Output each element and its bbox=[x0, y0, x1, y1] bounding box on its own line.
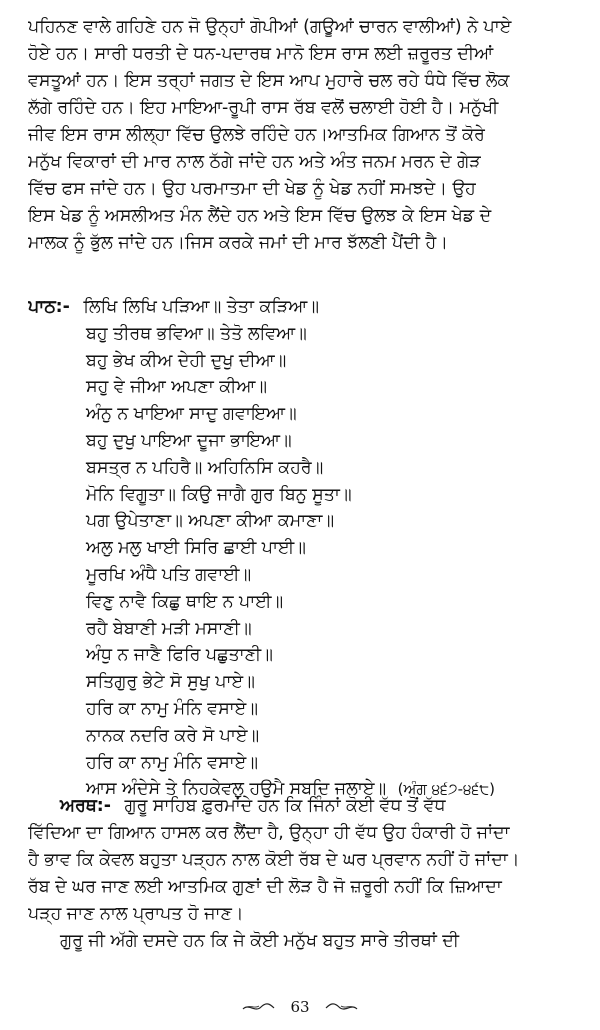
intro-line: ਲੱਗੇ ਰਹਿੰਦੇ ਹਨ। ਇਹ ਮਾਇਆ-ਰੂਪੀ ਰਾਸ ਰੱਬ ਵਲੋਂ ਚਲਾਈ ਹੋਈ ਹੈ। ਮਨੁੱਖੀ bbox=[28, 98, 499, 118]
meaning-text: ਗੁਰੂ ਸਾਹਿਬ ਫ਼ੁਰਮਾਂਦੇ ਹਨ ਕਿ ਜਿੰਨਾਂ ਕੋਈ ਵੱਧ ਤੋਂ ਵੱਧ bbox=[124, 796, 446, 816]
verse-line: ਪਗ ਉਪੇਤਾਣਾ॥ ਅਪਣਾ ਕੀਆ ਕਮਾਣਾ॥ bbox=[86, 511, 335, 532]
scripture-reference: (ਅੰਗ ੪੬੭-੪੬੮) bbox=[397, 780, 496, 799]
verse-line: ਅੰਨੁ ਨ ਖਾਇਆ ਸਾਦੁ ਗਵਾਇਆ॥ bbox=[86, 404, 297, 425]
verse-text: ਲਿਖਿ ਲਿਖਿ ਪੜਿਆ॥ ਤੇਤਾ ਕੜਿਆ॥ bbox=[83, 297, 319, 317]
page-number: 63 bbox=[290, 997, 310, 1016]
verse-line: ਸਤਿਗੁਰੁ ਭੇਟੇ ਸੋ ਸੁਖੁ ਪਾਏ॥ bbox=[86, 672, 255, 693]
intro-line: ਜੀਵ ਇਸ ਰਾਸ ਲੀਲ੍ਹਾ ਵਿੱਚ ਉਲਝੇ ਰਹਿੰਦੇ ਹਨ।ਆਤਮਿਕ ਗਿਆਨ ਤੋਂ ਕੋਰੇ bbox=[28, 125, 485, 145]
meaning-line: ਹੈ ਭਾਵ ਕਿ ਕੇਵਲ ਬਹੁਤਾ ਪੜ੍ਹਨ ਨਾਲ ਕੋਈ ਰੱਬ ਦੇ ਘਰ ਪ੍ਰਵਾਨ ਨਹੀਂ ਹੋ ਜਾਂਦਾ। bbox=[28, 850, 520, 870]
left-flourish-icon bbox=[241, 1001, 275, 1013]
right-flourish-icon bbox=[325, 1001, 359, 1013]
verse-line: ਹਰਿ ਕਾ ਨਾਮੁ ਮੰਨਿ ਵਸਾਏ॥ bbox=[86, 752, 258, 773]
verse-line: ਮੋਨਿ ਵਿਗੂਤਾ॥ ਕਿਉ ਜਾਗੈ ਗੁਰ ਬਿਨੁ ਸੂਤਾ॥ bbox=[86, 484, 352, 505]
path-label: ਪਾਠ:- bbox=[28, 297, 70, 317]
verse-line: ਵਿਣੁ ਨਾਵੈ ਕਿਛੁ ਥਾਇ ਨ ਪਾਈ॥ bbox=[86, 591, 284, 612]
verse-line: ਅੰਧੁ ਨ ਜਾਣੈ ਫਿਰਿ ਪਛੁਤਾਣੀ॥ bbox=[86, 645, 273, 666]
verse-line: ਰਹੈ ਬੇਬਾਣੀ ਮੜੀ ਮਸਾਣੀ॥ bbox=[86, 618, 252, 639]
intro-line: ਹੋਏ ਹਨ। ਸਾਰੀ ਧਰਤੀ ਦੇ ਧਨ-ਪਦਾਰਥ ਮਾਨੋ ਇਸ ਰਾਸ ਲਈ ਜ਼ਰੂਰਤ ਦੀਆਂ bbox=[28, 44, 494, 64]
intro-line: ਮਾਲਕ ਨੂੰ ਭੁੱਲ ਜਾਂਦੇ ਹਨ।ਜਿਸ ਕਰਕੇ ਜਮਾਂ ਦੀ ਮਾਰ ਝੱਲਣੀ ਪੈਂਦੀ ਹੈ। bbox=[28, 233, 448, 253]
verse-line: ਬਸਤ੍ਰ ਨ ਪਹਿਰੈ॥ ਅਹਿਨਿਸਿ ਕਹਰੈ॥ bbox=[86, 457, 324, 478]
intro-line: ਮਨੁੱਖ ਵਿਕਾਰਾਂ ਦੀ ਮਾਰ ਨਾਲ ਠੱਗੇ ਜਾਂਦੇ ਹਨ ਅਤੇ ਅੰਤ ਜਨਮ ਮਰਨ ਦੇ ਗੇੜ bbox=[28, 152, 481, 172]
verse-text: ਆਸ ਅੰਦੇਸੇ ਤੇ ਨਿਹਕੇਵਲੁ ਹਉਮੈ ਸਬਦਿ ਜਲਾਏ॥ bbox=[86, 779, 387, 800]
meaning-line: ਪੜ੍ਹ ਜਾਣ ਨਾਲ ਪ੍ਰਾਪਤ ਹੋ ਜਾਣ। bbox=[28, 904, 244, 924]
scripture-verses bbox=[28, 294, 586, 803]
intro-line: ਵਸਤੂਆਂ ਹਨ। ਇਸ ਤਰ੍ਹਾਂ ਜਗਤ ਦੇ ਇਸ ਆਪ ਮੁਹਾਰੇ ਚਲ ਰਹੇ ਧੰਧੇ ਵਿੱਚ ਲੋਕ bbox=[28, 71, 510, 91]
meaning-line: ਗੁਰੂ ਜੀ ਅੱਗੇ ਦਸਦੇ ਹਨ ਕਿ ਜੇ ਕੋਈ ਮਨੁੱਖ ਬਹੁਤ ਸਾਰੇ ਤੀਰਥਾਂ ਦੀ bbox=[60, 931, 460, 951]
verse-line: ਨਾਨਕ ਨਦਰਿ ਕਰੇ ਸੋ ਪਾਏ॥ bbox=[86, 725, 260, 746]
verse-line: ਅਲੁ ਮਲੁ ਖਾਈ ਸਿਰਿ ਛਾਈ ਪਾਈ॥ bbox=[86, 538, 306, 559]
intro-line: ਪਹਿਨਣ ਵਾਲੇ ਗਹਿਣੇ ਹਨ ਜੋ ਉਨ੍ਹਾਂ ਗੋਪੀਆਂ (ਗਊਆਂ ਚਾਰਨ ਵਾਲੀਆਂ) ਨੇ ਪਾਏ bbox=[28, 17, 512, 37]
meaning-label: ਅਰਥ:- bbox=[60, 796, 111, 816]
meaning-line bbox=[28, 793, 586, 820]
meaning-line: ਵਿੱਦਿਆ ਦਾ ਗਿਆਨ ਹਾਸਲ ਕਰ ਲੈਂਦਾ ਹੈ, ਉਨ੍ਹਾ ਹੀ ਵੱਧ ਉਹ ਹੰਕਾਰੀ ਹੋ ਜਾਂਦਾ bbox=[28, 823, 510, 843]
verse-line: ਸਹੁ ਵੇ ਜੀਆ ਅਪਣਾ ਕੀਆ॥ bbox=[86, 377, 267, 398]
verse-line: ਬਹੁ ਦੁਖੁ ਪਾਇਆ ਦੂਜਾ ਭਾਇਆ॥ bbox=[86, 430, 292, 451]
verse-line bbox=[28, 294, 586, 321]
intro-paragraph bbox=[28, 14, 586, 257]
verse-line: ਮੂਰਖਿ ਅੰਧੈ ਪਤਿ ਗਵਾਈ॥ bbox=[86, 564, 252, 585]
intro-line: ਵਿੱਚ ਫਸ ਜਾਂਦੇ ਹਨ। ਉਹ ਪਰਮਾਤਮਾ ਦੀ ਖੇਡ ਨੂੰ ਖੇਡ ਨਹੀਂ ਸਮਝਦੇ। ਉਹ bbox=[28, 179, 476, 199]
verse-line: ਬਹੁ ਤੀਰਥ ਭਵਿਆ॥ ਤੇਤੋ ਲਵਿਆ॥ bbox=[86, 323, 307, 344]
verse-line: ਹਰਿ ਕਾ ਨਾਮੁ ਮੰਨਿ ਵਸਾਏ॥ bbox=[86, 698, 258, 719]
meaning-line: ਰੱਬ ਦੇ ਘਰ ਜਾਣ ਲਈ ਆਤਮਿਕ ਗੁਣਾਂ ਦੀ ਲੋੜ ਹੈ ਜੋ ਜ਼ਰੂਰੀ ਨਹੀਂ ਕਿ ਜ਼ਿਆਦਾ bbox=[28, 877, 502, 897]
intro-line: ਇਸ ਖੇਡ ਨੂੰ ਅਸਲੀਅਤ ਮੰਨ ਲੈਂਦੇ ਹਨ ਅਤੇ ਇਸ ਵਿੱਚ ਉਲਝ ਕੇ ਇਸ ਖੇਡ ਦੇ bbox=[28, 206, 492, 226]
meaning-paragraph bbox=[28, 793, 586, 955]
page-footer bbox=[0, 996, 600, 1026]
verse-line: ਬਹੁ ਭੇਖ ਕੀਅ ਦੇਹੀ ਦੁਖੁ ਦੀਆ॥ bbox=[86, 350, 287, 371]
